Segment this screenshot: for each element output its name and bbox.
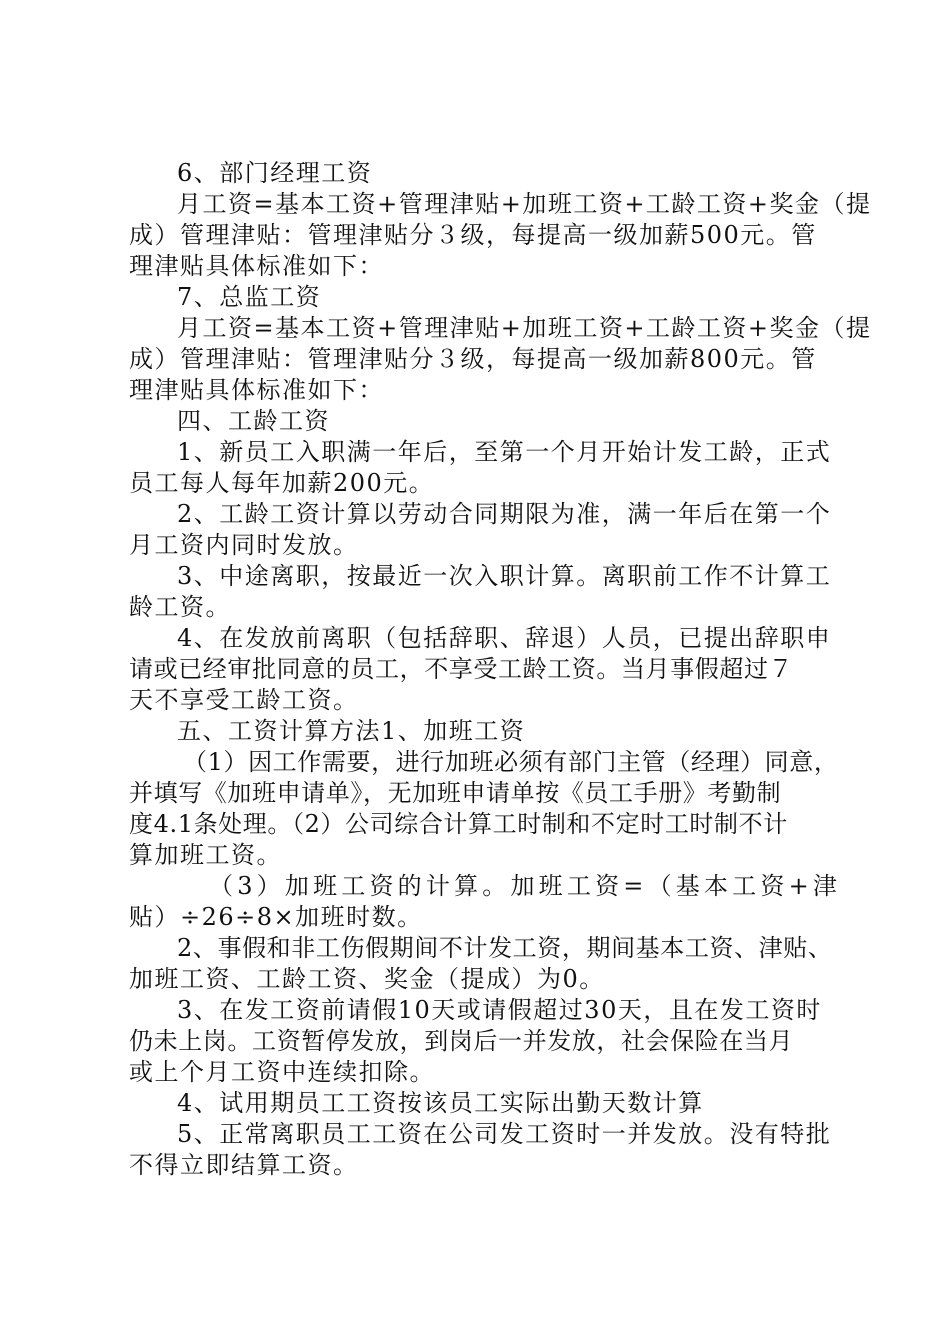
paragraph-line: 5、正常离职员工工资在公司发工资时一并发放。没有特批	[177, 1120, 832, 1148]
paragraph-line: 加班工资、工龄工资、奖金（提成）为0。	[129, 965, 605, 993]
paragraph-line: 成）管理津贴：管理津贴分３级，每提高一级加薪800元。管	[129, 345, 817, 373]
paragraph-line: 不得立即结算工资。	[129, 1151, 359, 1179]
paragraph-line: 贴）÷26÷8×加班时数。	[129, 903, 423, 931]
paragraph-line: 4、在发放前离职（包括辞职、辞退）人员，已提出辞职申	[177, 624, 832, 652]
paragraph-line: 3、中途离职，按最近一次入职计算。离职前工作不计算工	[177, 562, 832, 590]
paragraph-line: 仍未上岗。工资暂停发放，到岗后一并发放，社会保险在当月	[129, 1027, 794, 1055]
paragraph-line: 算加班工资。	[129, 841, 282, 869]
paragraph-line: 4、试用期员工工资按该员工实际出勤天数计算	[177, 1089, 704, 1117]
paragraph-line: 月工资=基本工资+管理津贴+加班工资+工龄工资+奖金（提	[177, 314, 872, 342]
paragraph-line: 龄工资。	[129, 593, 231, 621]
paragraph-line: 成）管理津贴：管理津贴分３级，每提高一级加薪500元。管	[129, 221, 817, 249]
paragraph-line: 3、在发工资前请假10天或请假超过30天，且在发工资时	[177, 996, 822, 1024]
document-body	[129, 158, 872, 1181]
section-heading-seniority-pay: 四、工龄工资	[177, 407, 330, 435]
paragraph-line: 月工资内同时发放。	[129, 531, 359, 559]
section-heading-director-salary: 7、总监工资	[177, 283, 322, 311]
paragraph-line: （1）因工作需要，进行加班必须有部门主管（经理）同意，	[183, 748, 839, 776]
paragraph-line: 理津贴具体标准如下：	[129, 252, 384, 280]
paragraph-line: （3）加班工资的计算。加班工资=（基本工资+津	[209, 872, 842, 900]
paragraph-line: 并填写《加班申请单》，无加班申请单按《员工手册》考勤制	[129, 779, 782, 807]
paragraph-line: 度4.1条处理。（2）公司综合计算工时制和不定时工时制不计	[129, 810, 788, 838]
section-heading-calculation-method: 五、工资计算方法1、加班工资	[177, 717, 526, 745]
paragraph-line: 天不享受工龄工资。	[129, 686, 359, 714]
section-heading-manager-salary: 6、部门经理工资	[177, 159, 373, 187]
paragraph-line: 1、新员工入职满一年后，至第一个月开始计发工龄，正式	[177, 438, 832, 466]
paragraph-line: 理津贴具体标准如下：	[129, 376, 384, 404]
paragraph-line: 或上个月工资中连续扣除。	[129, 1058, 435, 1086]
paragraph-line: 月工资=基本工资+管理津贴+加班工资+工龄工资+奖金（提	[177, 190, 872, 218]
paragraph-line: 2、工龄工资计算以劳动合同期限为准，满一年后在第一个	[177, 500, 832, 528]
paragraph-line: 员工每人每年加薪200元。	[129, 469, 435, 497]
paragraph-line: 2、事假和非工伤假期间不计发工资，期间基本工资、津贴、	[177, 934, 833, 962]
paragraph-line: 请或已经审批同意的员工，不享受工龄工资。当月事假超过７	[129, 655, 794, 683]
